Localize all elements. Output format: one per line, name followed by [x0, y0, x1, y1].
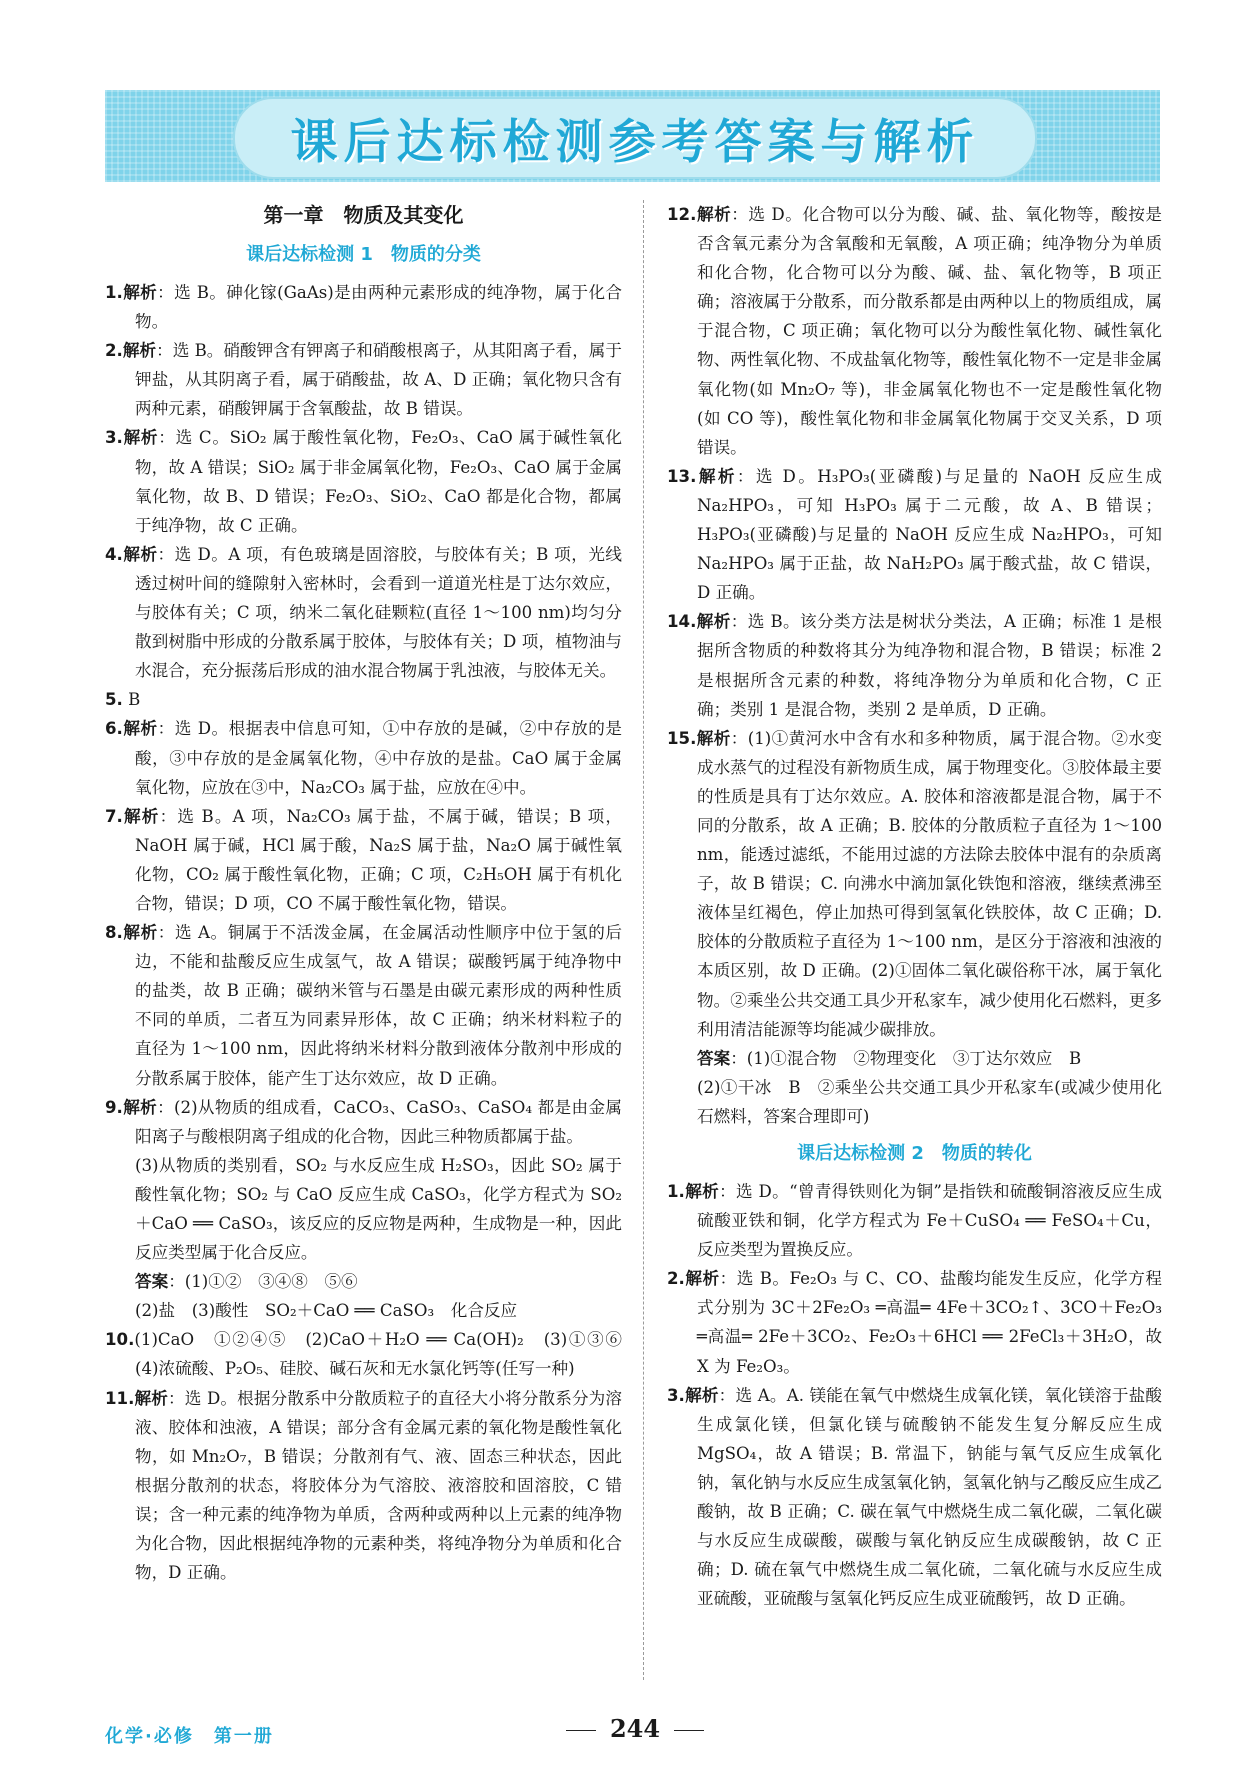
answer-item — [105, 1093, 622, 1151]
item-tag: 解析 — [684, 1269, 720, 1289]
answer-item — [105, 685, 622, 714]
left-column — [105, 200, 639, 1587]
title-pill — [233, 97, 1037, 179]
item-text: ：选 B。Fe₂O₃ 与 C、CO、盐酸均能发生反应，化学方程式分别为 3C＋2Fe₂O₃ ═高温═ 4Fe＋3CO₂↑、3CO＋Fe₂O₃ ═高温═ 2Fe＋3CO₂、Fe₂O₃＋6HCl ══ 2FeCl₃＋3H₂O，故 X 为 Fe₂O₃。 — [697, 1269, 1162, 1376]
answer-item — [667, 724, 1162, 1044]
item-number: 3. — [105, 428, 123, 448]
answer-item — [105, 423, 622, 539]
item-tag: 解析 — [696, 205, 732, 224]
answer-item — [667, 1073, 1162, 1131]
item-text: ：选 D。“曾青得铁则化为铜”是指铁和硫酸铜溶液反应生成硫酸亚铁和铜，化学方程式为 Fe＋CuSO₄ ══ FeSO₄＋Cu，反应类型为置换反应。 — [697, 1182, 1162, 1260]
item-number: 1. — [667, 1182, 685, 1201]
answer-item — [667, 1264, 1162, 1380]
item-tag: 解析 — [684, 1385, 719, 1405]
answer-item — [105, 714, 622, 801]
item-number: 3. — [667, 1385, 685, 1405]
item-text: B — [122, 690, 141, 710]
item-number: 5. — [105, 690, 123, 710]
answer-item — [105, 278, 622, 336]
section-title-2: 课后达标检测 2 物质的转化 — [797, 1143, 1032, 1164]
answer-list-left — [105, 278, 639, 1587]
answer-item — [105, 1325, 639, 1383]
item-text: ：选 D。根据表中信息可知，①中存放的是碱，②中存放的是酸，③中存放的是金属氧化物，④中存放的是盐。CaO 属于金属氧化物，应放在③中，Na₂CO₃ 属于盐，应放在④中。 — [135, 719, 622, 797]
item-text: ：选 A。铜属于不活泼金属，在金属活动性顺序中位于氢的后边，不能和盐酸反应生成氢气，故 A 错误；碳酸钙属于纯净物中的盐类，故 B 正确；碳纳米管与石墨是由碳元素形成的两种性质不同的单质，二者互为同素异形体，故 C 正确；纳米材料粒子的直径为 1～100 nm，因此将纳米材料分散到液体分散剂中形成的分散系属于胶体，能产生丁达尔效应，故 D 正确。 — [135, 923, 623, 1088]
item-text: ：选 B。砷化镓(GaAs)是由两种元素形成的纯净物，属于化合物。 — [135, 283, 622, 332]
item-number: 11. — [105, 1388, 135, 1408]
item-text: ：选 D。根据分散系中分散质粒子的直径大小将分散系分为溶液、胶体和浊液，A 错误；部分含有金属元素的氧化物是酸性氧化物，如 Mn₂O₇，B 错误；分散剂有气、液、固态三种状态，因此根据分散剂的状态，将胶体分为气溶胶、液溶胶和固溶胶，C 错误；含一种元素的纯净物为单质，含两种或两种以上元素的纯净物为化合物，因此根据纯净物的元素种类，将纯净物分为单质和化合物，D 正确。 — [135, 1388, 623, 1583]
answer-item — [105, 1296, 622, 1325]
column-divider — [643, 200, 645, 1680]
item-tag: 解析 — [122, 1097, 158, 1117]
answer-item — [105, 1267, 622, 1296]
book-label: 化学·必修 第一册 — [105, 1726, 274, 1747]
item-number: 4. — [105, 544, 123, 564]
item-number: 7. — [105, 806, 123, 826]
item-number: 2. — [667, 1269, 685, 1289]
title-banner — [105, 90, 1160, 182]
item-tag: 解析 — [122, 283, 158, 302]
item-text: ：(1)①黄河水中含有水和多种物质，属于混合物。②水变成水蒸气的过程没有新物质生成，属于物理变化。③胶体最主要的性质是具有丁达尔效应。A. 胶体和溶液都是混合物，属于不同的分散系，故 A 正确；B. 胶体的分散质粒子直径为 1～100 nm，能透过滤纸，不能用过滤的方法除去胶体中混有的杂质离子，故 B 错误；C. 向沸水中滴加氯化铁饱和溶液，继续煮沸至液体呈红褐色，停止加热可得到氢氧化铁胶体，故 C 正确；D. 胶体的分散质粒子直径为 1～100 nm，是区分于溶液和浊液的本质区别，故 D 正确。(2)①固体二氧化碳俗称干冰，属于氧化物。②乘坐公共交通工具少开私家车，减少使用化石燃料，更多利用清洁能源等均能减少碳排放。 — [697, 728, 1162, 1039]
item-number: 6. — [105, 719, 123, 739]
answer-item — [667, 607, 1162, 723]
item-tag: 解析 — [696, 728, 731, 748]
item-text: ：选 A。A. 镁能在氧气中燃烧生成氧化镁，氧化镁溶于盐酸生成氯化镁，但氯化镁与硫酸钠不能发生复分解反应生成 MgSO₄，故 A 错误；B. 常温下，钠能与氧气反应生成氧化钠，氧化钠与水反应生成氢氧化钠，氢氧化钠与乙酸反应生成乙酸钠，故 B 正确；C. 碳在氧气中燃烧生成二氧化碳，二氧化碳与水反应生成碳酸，碳酸与氧化钠反应生成碳酸钠，故 C 正确；D. 硫在氧气中燃烧生成二氧化硫，二氧化硫与水反应生成亚硫酸，亚硫酸与氢氧化钙反应生成亚硫酸钙，故 D 正确。 — [697, 1385, 1163, 1609]
item-text: ：选 D。H₃PO₃(亚磷酸)与足量的 NaOH 反应生成 Na₂HPO₃，可知 H₃PO₃ 属于二元酸，故 A、B 错误；H₃PO₃(亚磷酸)与足量的 NaOH 反应生成 Na₂HPO₃，可知 Na₂HPO₃ 属于正盐，故 NaH₂PO₃ 属于酸式盐，故 C 错误，D 正确。 — [697, 466, 1163, 603]
item-tag: 解析 — [696, 612, 731, 632]
chapter-title: 第一章 物质及其变化 — [263, 203, 464, 227]
answer-list-right — [667, 200, 1162, 1131]
item-text: (1)CaO ①②④⑤ (2)CaO＋H₂O ══ Ca(OH)₂ (3)①③⑥ (4)浓硫酸、P₂O₅、硅胶、碱石灰和无水氯化钙等(任写一种) — [134, 1330, 639, 1379]
section-title-1: 课后达标检测 1 物质的分类 — [246, 244, 481, 265]
item-tag: 解析 — [122, 923, 158, 943]
item-text: (2)盐 (3)酸性 SO₂＋CaO ══ CaSO₃ 化合反应 — [135, 1301, 518, 1321]
item-text: ：选 B。硝酸钾含有钾离子和硝酸根离子，从其阳离子看，属于钾盐，从其阴离子看，属于硝酸盐，故 A、D 正确；氧化物只含有两种元素，硝酸钾属于含氧酸盐，故 B 错误。 — [135, 341, 623, 419]
answer-item — [105, 802, 622, 918]
item-text: (3)从物质的类别看，SO₂ 与水反应生成 H₂SO₃，因此 SO₂ 属于酸性氧化物；SO₂ 与 CaO 反应生成 CaSO₃，化学方程式为 SO₂＋CaO ══ CaSO₃，该反应的反应物是两种，生成物是一种，因此反应类型属于化合反应。 — [135, 1155, 622, 1263]
answer-item — [667, 1177, 1162, 1264]
page-number-text: 244 — [609, 1714, 661, 1743]
page-dash-left — [566, 1730, 596, 1731]
answer-item — [667, 200, 1162, 462]
item-number: 12. — [667, 205, 697, 224]
item-text: ：选 D。A 项，有色玻璃是固溶胶，与胶体有关；B 项，光线透过树叶间的缝隙射入密林时，会看到一道道光柱是丁达尔效应，与胶体有关；C 项，纳米二氧化硅颗粒(直径 1～100 nm)均匀分散到树脂中形成的分散系属于胶体，与胶体有关；D 项，植物油与水混合，充分振荡后形成的油水混合物属于乳浊液，与胶体无关。 — [135, 544, 623, 681]
item-tag: 解析 — [122, 428, 159, 448]
answer-item — [105, 336, 622, 423]
answer-list-right-2 — [667, 1177, 1162, 1613]
item-tag: 解析 — [122, 806, 160, 826]
item-text: ：(1)①② ③④⑧ ⑤⑥ — [168, 1272, 358, 1292]
item-number: 14. — [667, 612, 697, 632]
answer-item — [667, 1381, 1162, 1614]
answer-item — [105, 540, 622, 685]
page-dash-right — [674, 1730, 704, 1731]
item-number: 1. — [105, 283, 123, 302]
item-number: 10. — [105, 1330, 135, 1350]
right-column — [667, 200, 1162, 1613]
item-tag: 解析 — [134, 1388, 169, 1408]
item-text: ：选 D。化合物可以分为酸、碱、盐、氧化物等，酸按是否含氧元素分为含氧酸和无氧酸，A 项正确；纯净物分为单质和化合物，化合物可以分为酸、碱、盐、氧化物等，B 项正确；溶液属于分散系，而分散系都是由两种以上的物质组成，属于混合物，C 项正确；氧化物可以分为酸性氧化物、碱性氧化物、两性氧化物、不成盐氧化物等，酸性氧化物不一定是非金属氧化物(如 Mn₂O₇ 等)，非金属氧化物也不一定是酸性氧化物(如 CO 等)，酸性氧化物和非金属氧化物属于交叉关系，D 项错误。 — [697, 205, 1163, 457]
item-text: ：选 B。A 项，Na₂CO₃ 属于盐，不属于碱，错误；B 项，NaOH 属于碱，HCl 属于酸，Na₂S 属于盐，Na₂O 属于碱性氧化物，CO₂ 属于酸性氧化物，正确；C 项，C₂H₅OH 属于有机化合物，错误；D 项，CO 不属于酸性氧化物，错误。 — [135, 806, 623, 913]
item-number: 15. — [667, 728, 697, 748]
item-text: ：(1)①混合物 ②物理变化 ③丁达尔效应 B — [730, 1048, 1082, 1068]
answer-item — [667, 1044, 1162, 1073]
page-number — [545, 1714, 725, 1743]
item-text: (2)①干冰 B ②乘坐公共交通工具少开私家车(或减少使用化石燃料，答案合理即可) — [697, 1077, 1162, 1126]
item-tag: 解析 — [122, 341, 157, 361]
answer-item — [105, 918, 622, 1093]
item-tag: 解析 — [122, 719, 158, 739]
item-tag: 解析 — [696, 466, 737, 486]
item-number: 8. — [105, 923, 123, 943]
item-tag: 解析 — [684, 1182, 720, 1201]
item-text: ：选 B。该分类方法是树状分类法，A 正确；标准 1 是根据所含物质的种数将其分为纯净物和混合物，B 错误；标准 2 是根据所含元素的种数，将纯净物分为单质和化合物，C 正确；类别 1 是混合物，类别 2 是单质，D 正确。 — [697, 612, 1163, 719]
item-tag: 解析 — [122, 544, 158, 564]
answer-item — [667, 462, 1162, 607]
answer-item — [105, 1384, 622, 1588]
item-number: 13. — [667, 466, 697, 486]
item-number: 9. — [105, 1097, 123, 1117]
item-text: ：选 C。SiO₂ 属于酸性氧化物，Fe₂O₃、CaO 属于碱性氧化物，故 A 错误；SiO₂ 属于非金属氧化物，Fe₂O₃、CaO 属于金属氧化物，故 B、D 错误；Fe₂O₃、SiO₂、CaO 都是化合物，都属于纯净物，故 C 正确。 — [135, 428, 623, 535]
item-number: 2. — [105, 341, 123, 361]
item-tag: 答案 — [135, 1272, 169, 1292]
item-tag: 答案 — [697, 1048, 731, 1068]
page-title: 课后达标检测参考答案与解析 — [290, 114, 980, 170]
item-text: ：(2)从物质的组成看，CaCO₃、CaSO₃、CaSO₄ 都是由金属阳离子与酸根阴离子组成的化合物，因此三种物质都属于盐。 — [135, 1097, 623, 1146]
answer-item — [105, 1151, 622, 1267]
